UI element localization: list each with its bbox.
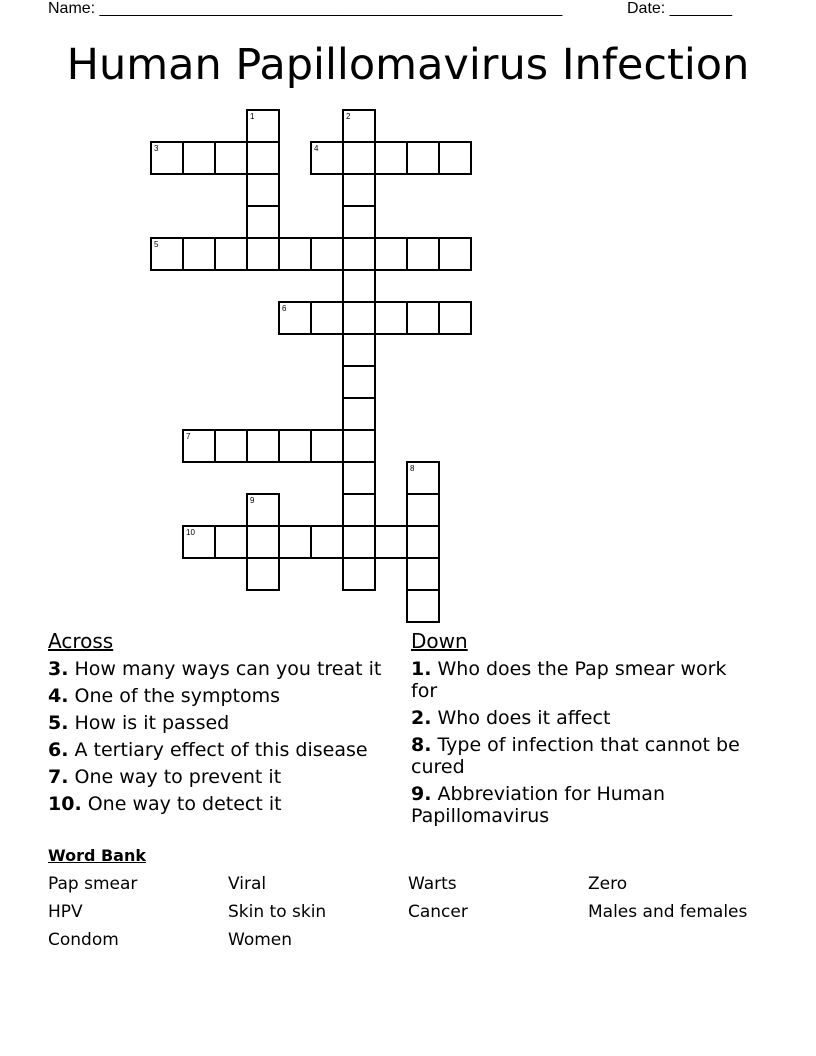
down-clue xyxy=(411,707,751,729)
clue-number: 1. xyxy=(411,658,432,680)
grid-cell[interactable] xyxy=(406,301,440,335)
word-bank-item: Skin to skin xyxy=(228,902,327,922)
clue-number: 5. xyxy=(48,712,69,734)
grid-cell[interactable] xyxy=(342,557,376,591)
clue-number: 7. xyxy=(48,766,69,788)
page-title: Human Papillomavirus Infection xyxy=(66,40,750,90)
clue-text: Who does it affect xyxy=(437,707,611,729)
clue-text: One way to detect it xyxy=(87,793,282,815)
word-bank-item: Zero xyxy=(588,874,628,894)
grid-cell[interactable] xyxy=(182,237,216,271)
grid-cell[interactable] xyxy=(214,237,248,271)
cell-number: 2 xyxy=(346,112,351,121)
across-heading: Across xyxy=(48,629,114,653)
grid-cell[interactable] xyxy=(214,525,248,559)
word-bank-item: HPV xyxy=(48,902,83,922)
word-bank-heading: Word Bank xyxy=(48,846,147,865)
grid-cell[interactable] xyxy=(278,237,312,271)
cell-number: 6 xyxy=(282,304,287,313)
grid-cell[interactable] xyxy=(406,557,440,591)
word-bank-item: Males and females xyxy=(588,902,748,922)
clue-text: One of the symptoms xyxy=(74,685,280,707)
grid-cell[interactable] xyxy=(246,109,280,143)
clue-number: 10. xyxy=(48,793,82,815)
clue-text: One way to prevent it xyxy=(74,766,282,788)
across-clue xyxy=(48,712,393,734)
clue-text: A tertiary effect of this disease xyxy=(74,739,368,761)
grid-cell[interactable] xyxy=(342,269,376,303)
cell-number: 3 xyxy=(154,144,159,153)
word-bank-item: Viral xyxy=(228,874,267,894)
grid-cell[interactable] xyxy=(342,237,376,271)
cell-number: 7 xyxy=(186,432,191,441)
grid-cell[interactable] xyxy=(342,205,376,239)
grid-cell[interactable] xyxy=(342,525,376,559)
across-clue xyxy=(48,793,393,815)
down-clue xyxy=(411,783,751,827)
clue-text: How is it passed xyxy=(74,712,230,734)
clue-number: 8. xyxy=(411,734,432,756)
grid-cell[interactable] xyxy=(374,525,408,559)
grid-cell[interactable] xyxy=(278,301,312,335)
clue-text: Who does the Pap smear work for xyxy=(411,658,727,702)
cell-number: 5 xyxy=(154,240,159,249)
grid-cell[interactable] xyxy=(342,461,376,495)
grid-cell[interactable] xyxy=(342,141,376,175)
grid-cell[interactable] xyxy=(342,173,376,207)
grid-cell[interactable] xyxy=(374,141,408,175)
across-clues xyxy=(48,630,393,820)
grid-cell[interactable] xyxy=(310,301,344,335)
word-bank-item: Cancer xyxy=(408,902,468,922)
word-bank-item: Warts xyxy=(408,874,457,894)
grid-cell[interactable] xyxy=(310,525,344,559)
across-clue xyxy=(48,658,393,680)
grid-cell[interactable] xyxy=(438,237,472,271)
grid-cell[interactable] xyxy=(342,493,376,527)
grid-cell[interactable] xyxy=(406,461,440,495)
clue-text: Abbreviation for Human Papillomavirus xyxy=(411,783,665,827)
grid-cell[interactable] xyxy=(406,141,440,175)
grid-cell[interactable] xyxy=(214,141,248,175)
across-clue xyxy=(48,685,393,707)
word-bank-item: Pap smear xyxy=(48,874,138,894)
grid-cell[interactable] xyxy=(246,141,280,175)
grid-cell[interactable] xyxy=(278,429,312,463)
cell-number: 9 xyxy=(250,496,255,505)
grid-cell[interactable] xyxy=(278,525,312,559)
grid-cell[interactable] xyxy=(150,141,184,175)
cell-number: 1 xyxy=(250,112,255,121)
clue-text: Type of infection that cannot be cured xyxy=(411,734,740,778)
grid-cell[interactable] xyxy=(438,141,472,175)
grid-cell[interactable] xyxy=(342,397,376,431)
cell-number: 8 xyxy=(410,464,415,473)
down-clue xyxy=(411,658,751,702)
grid-cell[interactable] xyxy=(406,237,440,271)
date-field[interactable]: Date: _______ xyxy=(627,0,732,17)
grid-cell[interactable] xyxy=(246,429,280,463)
across-clue xyxy=(48,739,393,761)
cell-number: 4 xyxy=(314,144,319,153)
grid-cell[interactable] xyxy=(246,205,280,239)
grid-cell[interactable] xyxy=(246,173,280,207)
word-bank-item: Condom xyxy=(48,930,119,950)
clue-number: 6. xyxy=(48,739,69,761)
grid-cell[interactable] xyxy=(310,429,344,463)
grid-cell[interactable] xyxy=(342,301,376,335)
clue-number: 4. xyxy=(48,685,69,707)
clue-text: How many ways can you treat it xyxy=(74,658,382,680)
clue-number: 3. xyxy=(48,658,69,680)
grid-cell[interactable] xyxy=(438,301,472,335)
grid-cell[interactable] xyxy=(246,493,280,527)
grid-cell[interactable] xyxy=(374,237,408,271)
grid-cell[interactable] xyxy=(214,429,248,463)
grid-cell[interactable] xyxy=(374,301,408,335)
grid-cell[interactable] xyxy=(342,109,376,143)
cell-number: 10 xyxy=(186,528,195,537)
down-clue xyxy=(411,734,751,778)
grid-cell[interactable] xyxy=(406,589,440,623)
down-heading: Down xyxy=(411,629,468,653)
grid-cell[interactable] xyxy=(310,141,344,175)
grid-cell[interactable] xyxy=(182,141,216,175)
across-clue xyxy=(48,766,393,788)
word-bank-item: Women xyxy=(228,930,293,950)
grid-cell[interactable] xyxy=(342,429,376,463)
clue-number: 2. xyxy=(411,707,432,729)
grid-cell[interactable] xyxy=(342,365,376,399)
grid-cell[interactable] xyxy=(310,237,344,271)
grid-cell[interactable] xyxy=(342,333,376,367)
down-clues xyxy=(411,630,751,832)
grid-cell[interactable] xyxy=(182,429,216,463)
grid-cell[interactable] xyxy=(182,525,216,559)
grid-cell[interactable] xyxy=(246,237,280,271)
grid-cell[interactable] xyxy=(406,525,440,559)
name-field[interactable]: Name: ____________________________________________________ xyxy=(48,0,563,17)
grid-cell[interactable] xyxy=(406,493,440,527)
clue-number: 9. xyxy=(411,783,432,805)
grid-cell[interactable] xyxy=(246,525,280,559)
grid-cell[interactable] xyxy=(150,237,184,271)
grid-cell[interactable] xyxy=(246,557,280,591)
